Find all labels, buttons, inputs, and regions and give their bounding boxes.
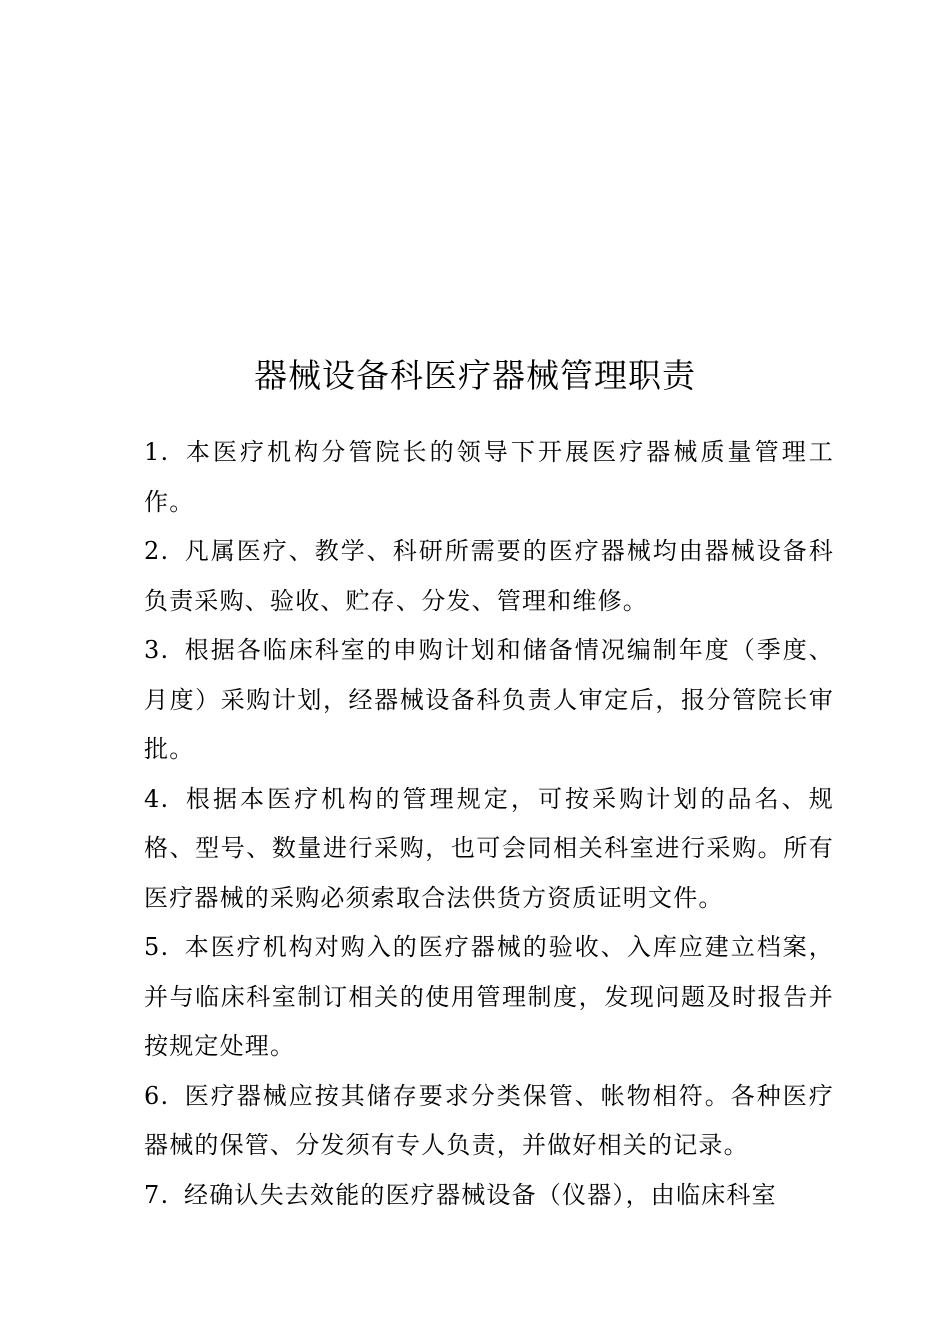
item-text: 根据各临床科室的申购计划和储备情况编制年度（季度、月度）采购计划，经器械设备科负责人审定后，报分管院长审批。 — [144, 636, 834, 763]
list-item — [144, 527, 834, 626]
item-number: 2. — [144, 537, 170, 565]
item-number: 6. — [144, 1081, 170, 1110]
list-item — [144, 923, 834, 1072]
item-number: 3. — [144, 636, 170, 664]
item-text: 本医疗机构分管院长的领导下开展医疗器械质量管理工作。 — [144, 438, 834, 516]
list-item — [144, 626, 834, 775]
item-number: 1. — [144, 438, 170, 466]
item-text: 凡属医疗、教学、科研所需要的医疗器械均由器械设备科负责采购、验收、贮存、分发、管理和维修。 — [144, 537, 834, 615]
document-body — [144, 428, 834, 1220]
item-text: 本医疗机构对购入的医疗器械的验收、入库应建立档案，并与临床科室制订相关的使用管理制度，发现问题及时报告并按规定处理。 — [144, 933, 834, 1060]
item-number: 5. — [144, 933, 170, 961]
item-text: 医疗器械应按其储存要求分类保管、帐物相符。各种医疗器械的保管、分发须有专人负责，并做好相关的记录。 — [144, 1081, 834, 1159]
item-number: 4. — [144, 784, 170, 813]
item-text: 经确认失去效能的医疗器械设备（仪器），由临床科室 — [184, 1180, 777, 1209]
document-title: 器械设备科医疗器械管理职责 — [254, 356, 696, 395]
list-item — [144, 1072, 834, 1171]
list-item — [144, 775, 834, 924]
list-item — [144, 1171, 834, 1221]
item-text: 根据本医疗机构的管理规定，可按采购计划的品名、规格、型号、数量进行采购，也可会同相关科室进行采购。所有医疗器械的采购必须索取合法供货方资质证明文件。 — [144, 784, 834, 912]
item-number: 7. — [144, 1180, 170, 1209]
list-item — [144, 428, 834, 527]
